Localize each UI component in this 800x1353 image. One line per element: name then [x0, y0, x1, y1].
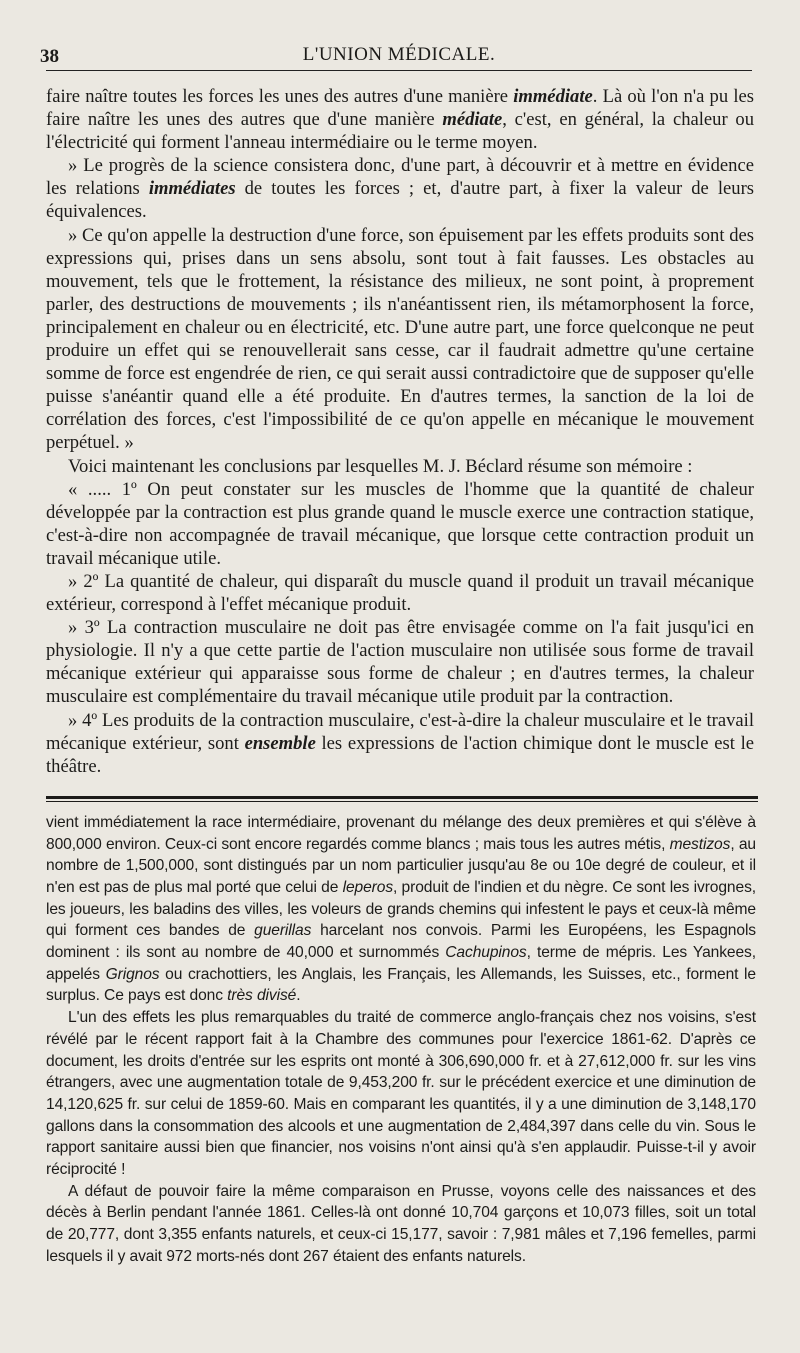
page-header: [40, 38, 752, 71]
emphasis: leperos: [342, 878, 394, 896]
paragraph: [46, 154, 754, 223]
text-run: , au nombre de 1,500,000, sont distingués par un nom particulier jusqu'au 8e ou 10e degré de couleur, et il n'en est pas de plus mal porté que celui de: [46, 835, 756, 896]
paragraph: A défaut de pouvoir faire la même comparaison en Prusse, voyons celle des naissances et des décès à Berlin pendant l'année 1861. Celles-là ont donné 10,704 garçons et 10,073 filles, soit un total de 20,777, dont 3,355 enfants naturels, et ceux-ci 15,177, savoir : 7,981 mâles et 7,196 femelles, parmi lesquels il y avait 972 morts-nés dont 267 étaient des enfants naturels.: [46, 1182, 756, 1265]
text-run: ou crachottiers, les Anglais, les Français, les Allemands, les Suisses, etc., forment le surplus. Ce pays est donc: [46, 965, 756, 1005]
paragraph: » 3º La contraction musculaire ne doit pas être envisagée comme on l'a fait jusqu'ici en physiologie. Il n'y a que cette partie de l'action musculaire non utilisée sous forme de travail mécanique extérieur qui apparaisse sous forme de chaleur ; en d'autres termes, la chaleur musculaire est complémentaire du travail mécanique utile produit par la contraction.: [46, 617, 754, 708]
text-run: » 4º Les produits de la contraction musculaire, c'est-à-dire la chaleur musculaire et le travail mécanique extérieur, sont: [46, 709, 754, 754]
text-run: , c'est, en général, la chaleur ou l'électricité qui forment l'anneau intermédiaire ou le terme moyen.: [46, 109, 755, 154]
feuilleton-text: [46, 812, 756, 1268]
text-run: » Le progrès de la science consistera donc, d'une part, à découvrir et à mettre en évidence les relations: [46, 155, 754, 200]
emphasis: guerillas: [254, 922, 312, 940]
emphasis: ensemble: [244, 732, 316, 754]
text-run: . Là où l'on n'a pu les faire naître les unes des autres que d'une manière: [46, 86, 754, 131]
main-text: [46, 85, 754, 778]
paragraph: L'un des effets les plus remarquables du traité de commerce anglo-français chez nos voisins, s'est révélé par le récent rapport fait à la Chambre des communes pour l'exercice 1861-62. D'après ce document, les droits d'entrée sur les esprits ont monté à 306,690,000 fr. et à 27,612,000 fr. sur les vins étrangers, avec une augmentation totale de 9,453,200 fr. sur le précédent exercice et une diminution de 14,120,625 fr. sur celui de 1859-60. Mais en comparant les quantités, il y a une diminution de 3,148,170 gallons dans la consommation des alcools et une augmentation de 2,484,397 dans celle du vin. Sous le rapport sanitaire aussi bien que financier, nos voisins n'ont ainsi qu'à s'en applaudir. Puisse-t-il y avoir réciprocité !: [46, 1009, 756, 1179]
emphasis: immédiate: [513, 86, 593, 107]
paragraph: Voici maintenant les conclusions par lesquelles M. J. Béclard résume son mémoire :: [68, 455, 693, 477]
paragraph: « ..... 1º On peut constater sur les muscles de l'homme que la quantité de chaleur développée par la contraction est plus grande quand le muscle exerce une contraction statique, c'est-à-dire non accompagnée de travail mécanique, que lorsque cette contraction produit un travail mécanique utile.: [46, 478, 754, 569]
emphasis: mestizos: [669, 835, 731, 853]
text-run: , produit de l'indien et du nègre. Ce sont les ivrognes, les joueurs, les baladins des villes, les voleurs de grands chemins qui infestent le pays et ceux-là même qui forment ces bandes de: [46, 878, 757, 940]
section-divider: [46, 796, 758, 802]
emphasis: Grignos: [105, 965, 160, 983]
text-run: .: [296, 987, 301, 1005]
emphasis: immédiates: [148, 178, 236, 200]
text-run: faire naître toutes les forces les unes des autres d'une manière: [46, 86, 514, 107]
emphasis: médiate: [442, 109, 503, 131]
emphasis: Cachupinos: [445, 944, 527, 962]
text-run: vient immédiatement la race intermédiaire, provenant du mélange des deux premières et qui s'élève à 800,000 environ. Ceux-ci sont encore regardés comme blancs ; mais tous les autres métis,: [46, 813, 756, 853]
running-head: L'UNION MÉDICALE.: [302, 44, 496, 65]
text-run: de toutes les forces ; et, d'autre part, à fixer la valeur de leurs équivalences.: [46, 178, 754, 223]
paragraph: [46, 85, 754, 154]
emphasis: très divisé: [227, 987, 297, 1005]
text-run: harcelant nos convois. Parmi les Européens, les Espagnols dominent : ils sont au nombre de 40,000 et surnommés: [46, 922, 756, 962]
text-run: , terme de mépris. Les Yankees, appelés: [46, 944, 756, 983]
paragraph: » Ce qu'on appelle la destruction d'une force, son épuisement par les effets produits sont des expressions qui, prises dans un sens absolu, sont tout à fait fausses. Les obstacles au mouvement, tels que le frottement, la résistance des milieux, ne sont point, à proprement parler, des destructions de mouvements ; ils n'anéantissent rien, ils métamorphosent la force, principalement en chaleur ou en électricité, etc. D'une autre part, une force quelconque ne peut produire un effet qui se renouvellerait sans cesse, car il faudrait admettre qu'une certaine somme de force est engendrée de rien, ce qui serait aussi contradictoire que de supposer qu'elle puisse s'anéantir quand elle a été produite. En d'autres termes, la sanction de la loi de corrélation des forces, c'est l'impossibilité de ce qu'on appelle en mécanique le mouvement perpétuel. »: [46, 224, 754, 454]
text-run: les expressions de l'action chimique dont le muscle est le théâtre.: [46, 732, 754, 777]
page-number: 38: [40, 46, 59, 67]
paragraph: » 2º La quantité de chaleur, qui disparaît du muscle quand il produit un travail mécanique extérieur, correspond à l'effet mécanique produit.: [46, 570, 754, 616]
paragraph: [46, 812, 756, 1007]
paragraph: [46, 709, 754, 778]
